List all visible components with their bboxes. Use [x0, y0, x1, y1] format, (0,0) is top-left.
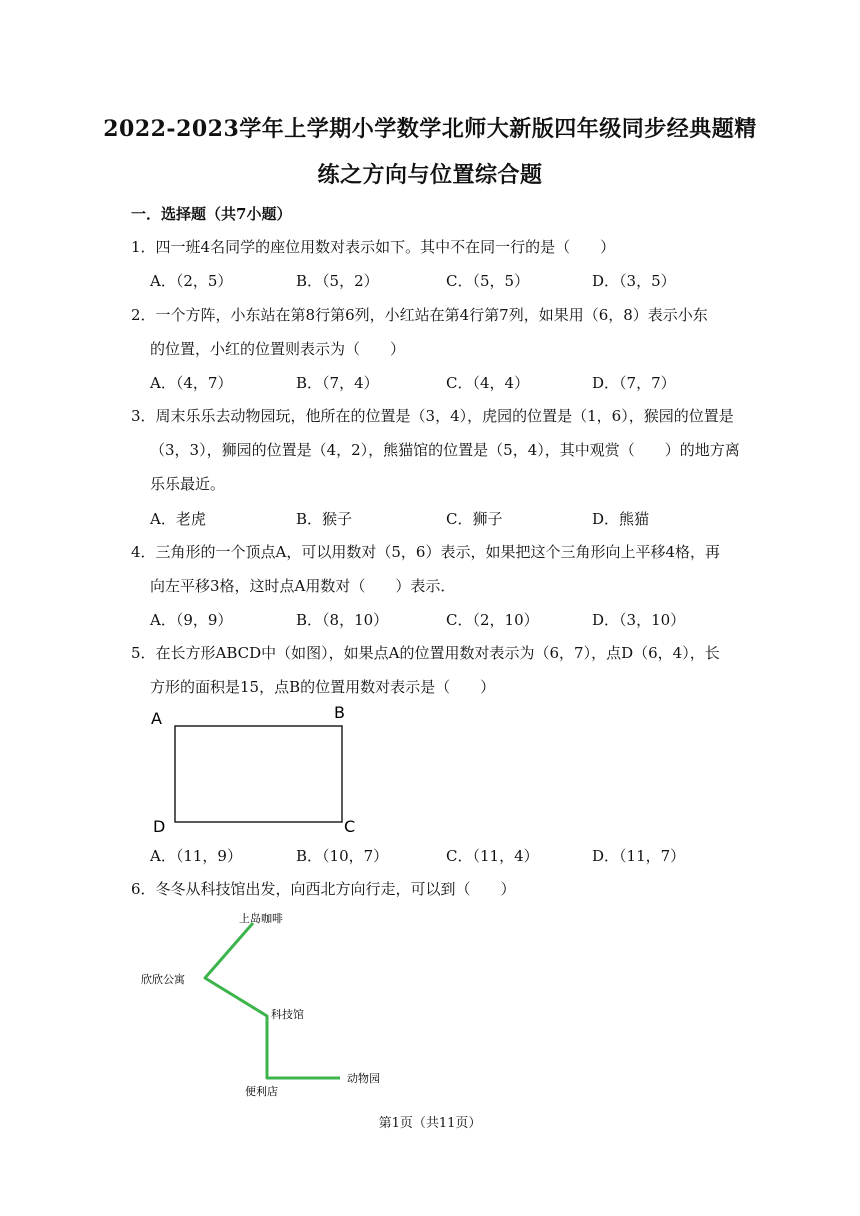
route-line — [205, 923, 340, 1078]
page-number: 第1页（共11页） — [378, 1116, 482, 1131]
option-b[interactable]: B．（8，10） — [296, 611, 389, 629]
question-5-text: 5．在长方形ABCD中（如图），如果点A的位置用数对表示为（6，7），点D（6，4），长 — [131, 644, 720, 662]
option-a[interactable]: A．（4，7） — [150, 374, 233, 392]
option-b[interactable]: B．（10，7） — [296, 847, 389, 865]
question-6-text: 6．冬冬从科技馆出发，向西北方向行走，可以到（ ） — [131, 880, 516, 898]
option-b[interactable]: B．（7，4） — [296, 374, 379, 392]
option-b[interactable]: B．（5，2） — [296, 272, 379, 290]
question-2-text: 2．一个方阵，小东站在第8行第6列，小红站在第4行第7列，如果用（6，8）表示小东 — [131, 306, 708, 324]
option-d[interactable]: D．（3，10） — [592, 611, 686, 629]
question-2-text-cont: 的位置，小红的位置则表示为（ ） — [150, 340, 406, 358]
vertex-label-b: B — [334, 703, 345, 722]
page-title: 2022-2023学年上学期小学数学北师大新版四年级同步经典题精 — [103, 116, 757, 142]
rectangle-abcd — [175, 726, 342, 822]
option-d[interactable]: D．（7，7） — [592, 374, 676, 392]
option-c[interactable]: C．（11，4） — [446, 847, 539, 865]
question-3-text-cont: （3，3），狮园的位置是（4，2），熊猫馆的位置是（5，4），其中观赏（ ）的地方离 — [150, 441, 740, 459]
question-3-text-cont2: 乐乐最近。 — [150, 475, 226, 493]
page-title-line2: 练之方向与位置综合题 — [317, 162, 543, 188]
option-d[interactable]: D．熊猫 — [592, 510, 650, 528]
option-c[interactable]: C．（5，5） — [446, 272, 530, 290]
option-d[interactable]: D．（3，5） — [592, 272, 676, 290]
map-label-apartment: 欣欣公寓 — [141, 973, 185, 986]
map-label-zoo: 动物园 — [347, 1072, 380, 1085]
question-4-text: 4．三角形的一个顶点A，可以用数对（5，6）表示，如果把这个三角形向上平移4格，再 — [131, 543, 721, 561]
option-c[interactable]: C．（4，4） — [446, 374, 530, 392]
map-label-coffee: 上岛咖啡 — [239, 912, 283, 925]
option-b[interactable]: B．猴子 — [296, 510, 353, 528]
section-heading: 一．选择题（共7小题） — [131, 205, 292, 223]
option-a[interactable]: A．（2，5） — [150, 272, 233, 290]
map-label-store: 便利店 — [245, 1085, 278, 1098]
vertex-label-c: C — [344, 817, 356, 836]
route-map-figure — [135, 900, 415, 1105]
option-a[interactable]: A．（11，9） — [150, 847, 242, 865]
option-a[interactable]: A．（9，9） — [150, 611, 233, 629]
option-c[interactable]: C．狮子 — [446, 510, 503, 528]
question-5-text-cont: 方形的面积是15，点B的位置用数对表示是（ ） — [150, 678, 496, 696]
vertex-label-a: A — [151, 709, 162, 728]
rectangle-abcd-figure — [145, 702, 375, 838]
question-3-text: 3．周末乐乐去动物园玩，他所在的位置是（3，4），虎园的位置是（1，6），猴园的位置是 — [131, 407, 734, 425]
map-label-science-museum: 科技馆 — [271, 1008, 304, 1021]
option-d[interactable]: D．（11，7） — [592, 847, 686, 865]
option-a[interactable]: A．老虎 — [150, 510, 206, 528]
option-c[interactable]: C．（2，10） — [446, 611, 539, 629]
question-1-text: 1．四一班4名同学的座位用数对表示如下。其中不在同一行的是（ ） — [131, 238, 616, 256]
question-4-text-cont: 向左平移3格，这时点A用数对（ ）表示． — [150, 577, 456, 595]
vertex-label-d: D — [153, 817, 166, 836]
